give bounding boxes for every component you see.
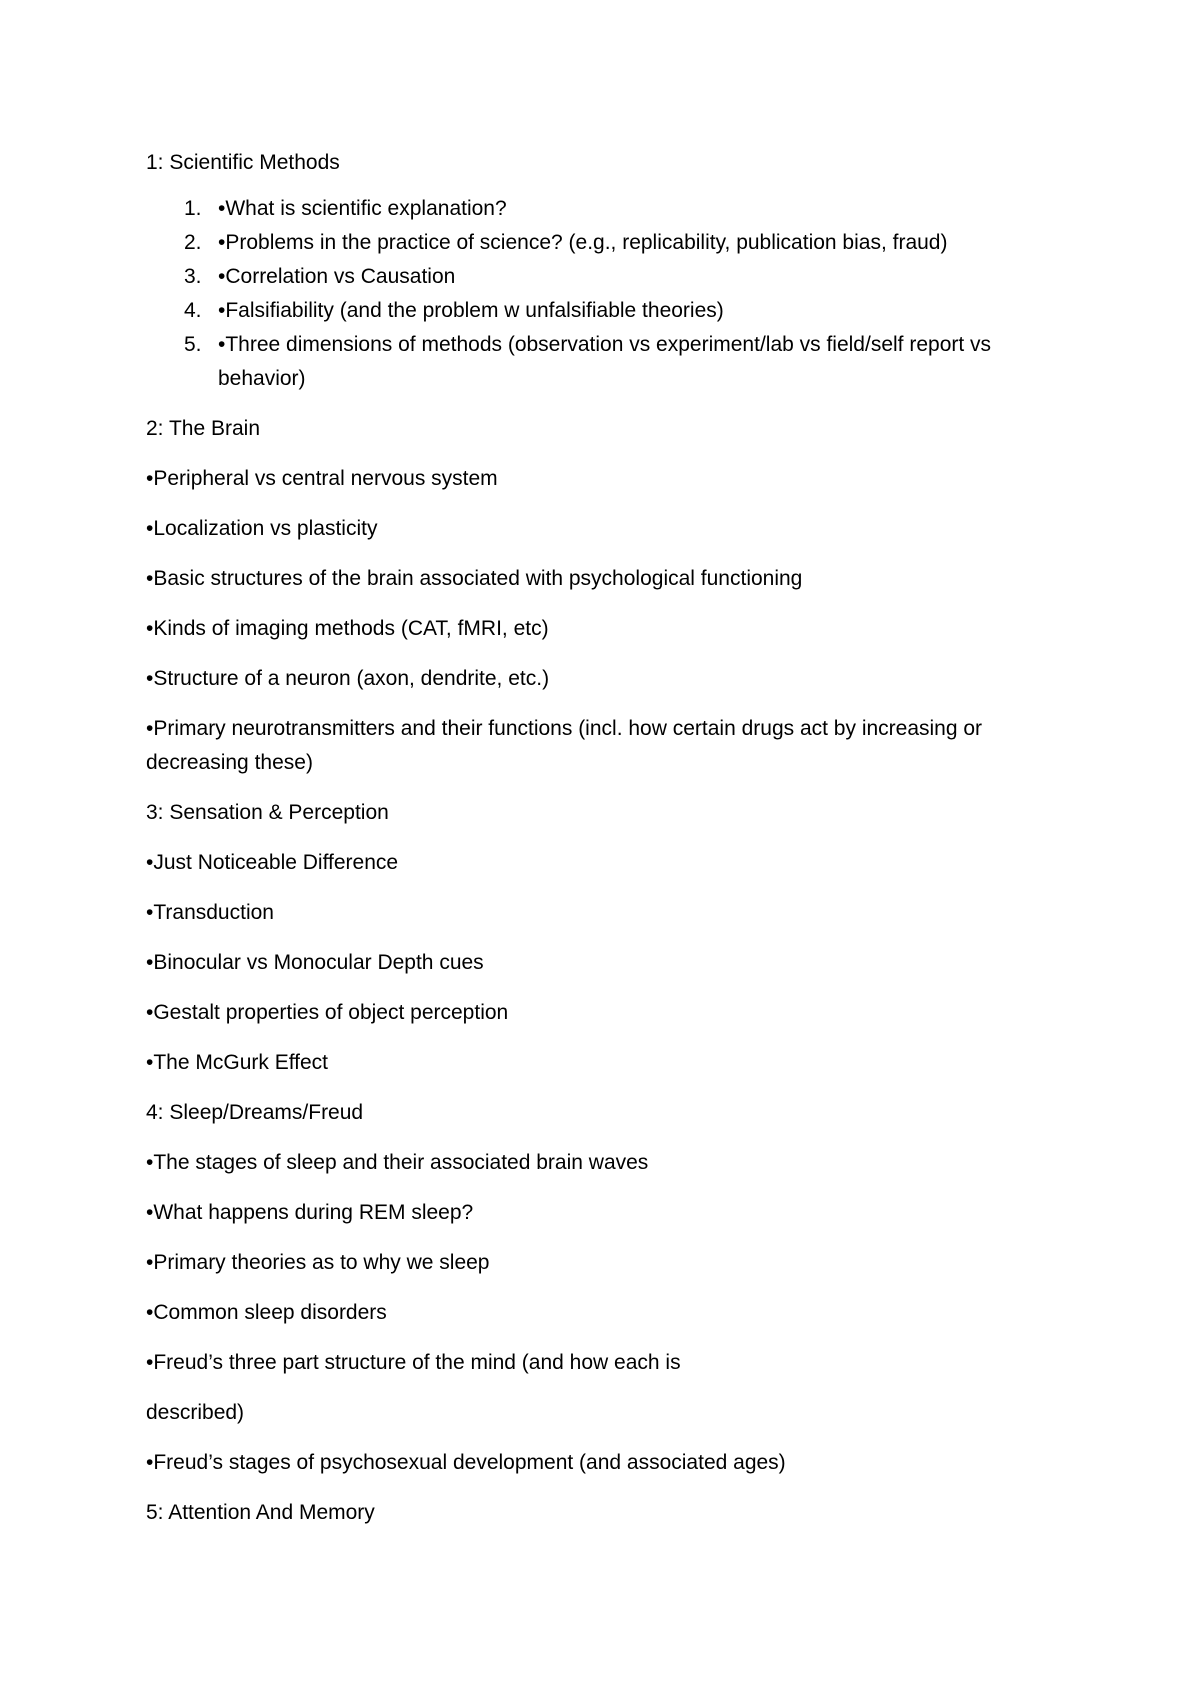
list-item <box>146 192 1066 226</box>
bullet-item: •Localization vs plasticity <box>146 517 378 540</box>
bullet-item: •Just Noticeable Difference <box>146 851 399 874</box>
bullet-item: •Basic structures of the brain associated with psychological functioning <box>146 567 803 590</box>
list-item-text: •Three dimensions of methods (observation vs experiment/lab vs field/self report vs behavior) <box>218 333 992 390</box>
bullet-item: •Common sleep disorders <box>146 1301 387 1324</box>
list-item <box>146 226 1066 260</box>
bullet-item: •Freud’s three part structure of the mind (and how each is <box>146 1351 681 1374</box>
section-heading-sensation-perception: 3: Sensation & Perception <box>146 801 389 824</box>
list-item-text: •Falsifiability (and the problem w unfalsifiable theories) <box>218 299 724 322</box>
list-item <box>146 260 1066 294</box>
list-item-text: •Problems in the practice of science? (e.g., replicability, publication bias, fraud) <box>218 231 948 254</box>
bullet-item: •What happens during REM sleep? <box>146 1201 474 1224</box>
bullet-item: •Structure of a neuron (axon, dendrite, etc.) <box>146 667 550 690</box>
list-item-text: •Correlation vs Causation <box>218 265 456 288</box>
bullet-item: •The stages of sleep and their associated brain waves <box>146 1151 649 1174</box>
numbered-list-scientific-methods <box>146 192 1066 396</box>
bullet-item: •Peripheral vs central nervous system <box>146 467 498 490</box>
section-heading-scientific-methods: 1: Scientific Methods <box>146 151 340 174</box>
bullet-item: •Freud’s stages of psychosexual development (and associated ages) <box>146 1451 786 1474</box>
bullet-item: •The McGurk Effect <box>146 1051 329 1074</box>
list-number: 2. <box>184 231 202 254</box>
document-body <box>146 146 1066 1546</box>
bullet-item: •Primary neurotransmitters and their functions (incl. how certain drugs act by increasing or decreasing these) <box>146 717 983 774</box>
list-number: 3. <box>184 265 202 288</box>
list-item <box>146 294 1066 328</box>
bullet-item: •Binocular vs Monocular Depth cues <box>146 951 484 974</box>
bullet-item: •Primary theories as to why we sleep <box>146 1251 490 1274</box>
bullet-item: •Gestalt properties of object perception <box>146 1001 509 1024</box>
list-number: 1. <box>184 197 202 220</box>
section-heading-the-brain: 2: The Brain <box>146 417 261 440</box>
bullet-item: •Kinds of imaging methods (CAT, fMRI, etc) <box>146 617 549 640</box>
list-item-text: •What is scientific explanation? <box>218 197 507 220</box>
bullet-item-continuation: described) <box>146 1401 245 1424</box>
section-heading-sleep-dreams-freud: 4: Sleep/Dreams/Freud <box>146 1101 364 1124</box>
list-item <box>146 328 1066 396</box>
section-heading-attention-memory: 5: Attention And Memory <box>146 1501 375 1524</box>
list-number: 4. <box>184 299 202 322</box>
list-number: 5. <box>184 333 202 356</box>
bullet-item: •Transduction <box>146 901 274 924</box>
